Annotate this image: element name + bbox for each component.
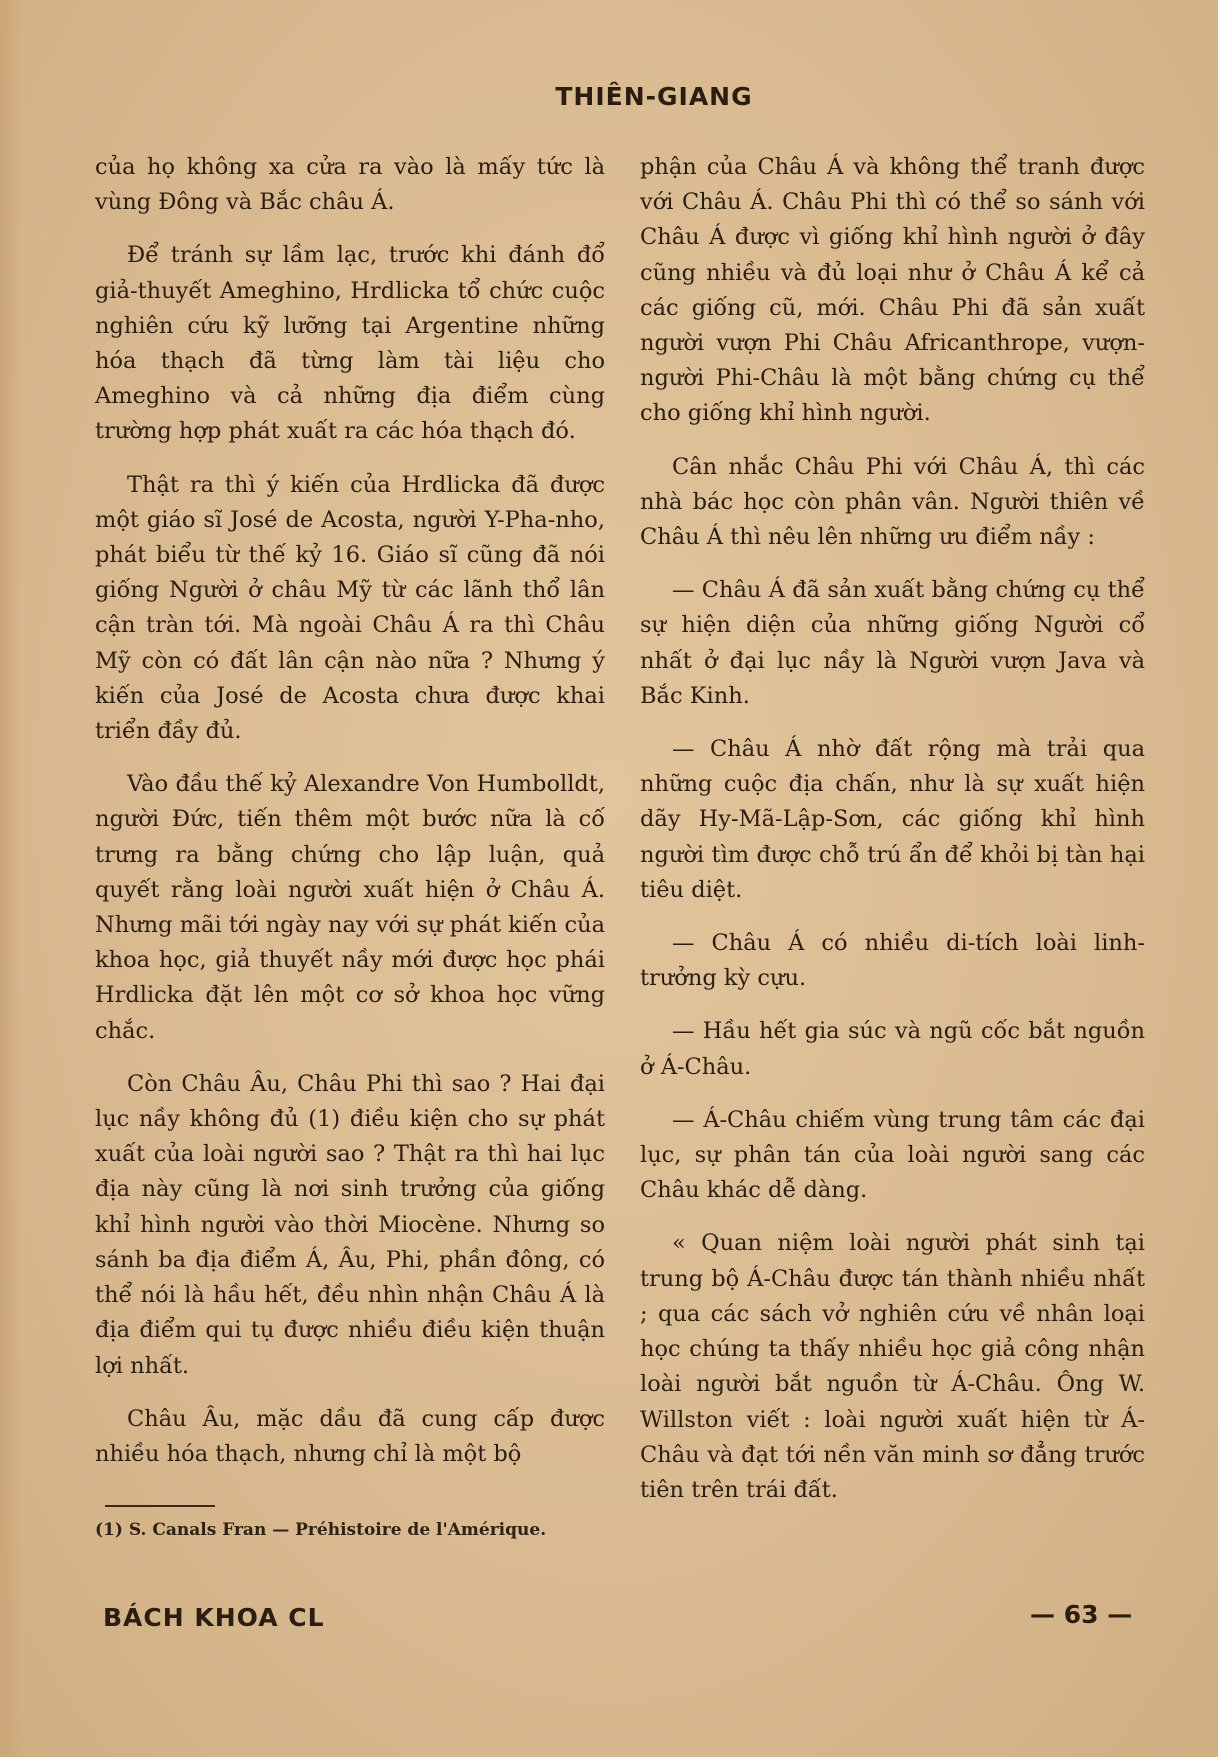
paragraph: « Quan niệm loài người phát sinh tại trung bộ Á-Châu được tán thành nhiều nhất ; qua các sách vở nghiên cứu về nhân loại học chúng ta thấy nhiều học giả công nhận loài người bắt nguồn từ Á-Châu. Ông W. Willston viết : loài người xuất hiện từ Á-Châu và đạt tới nền văn minh sơ đẳng trước tiên trên trái đất. — [640, 1230, 1145, 1503]
paragraph: — Á-Châu chiếm vùng trung tâm các đại lục, sự phân tán của loài người sang các Châu khác dễ dàng. — [640, 1106, 1145, 1204]
paragraph: Vào đầu thế kỷ Alexandre Von Humbolldt, người Đức, tiến thêm một bước nữa là cố trưng ra bằng chứng cho lập luận, quả quyết rằng loài người xuất hiện ở Châu Á. Nhưng mãi tới ngày nay với sự phát kiến của khoa học, giả thuyết nầy mới được học phái Hrdlicka đặt lên một cơ sở khoa học vững chắc. — [95, 771, 605, 1044]
paragraph: Cân nhắc Châu Phi với Châu Á, thì các nhà bác học còn phân vân. Người thiên về Châu Á thì nêu lên những ưu điểm nầy : — [640, 453, 1145, 551]
paragraph: Để tránh sự lầm lạc, trước khi đánh đổ giả-thuyết Ameghino, Hrdlicka tổ chức cuộc nghiên cứu kỹ lưỡng tại Argentine những hóa thạch đã từng làm tài liệu cho Ameghino và cả những địa điểm cùng trường hợp phát xuất ra các hóa thạch đó. — [95, 242, 605, 445]
footnote: (1) S. Canals Fran — Préhistoire de l'Amérique. — [95, 1520, 547, 1540]
paragraph: của họ không xa cửa ra vào là mấy tức là vùng Đông và Bắc châu Á. — [95, 154, 605, 216]
page-edge-shading — [0, 0, 22, 1757]
paragraph: Còn Châu Âu, Châu Phi thì sao ? Hai đại lục nầy không đủ (1) điều kiện cho sự phát xuất của loài người sao ? Thật ra thì hai lục địa này cũng là nơi sinh trưởng của giống khỉ hình người vào thời Miocène. Nhưng so sánh ba địa điểm Á, Âu, Phi, phần đông, có thể nói là hầu hết, đều nhìn nhận Châu Á là địa điểm qui tụ được nhiều điều kiện thuận lợi nhất. — [95, 1070, 605, 1379]
paragraph: phận của Châu Á và không thể tranh được với Châu Á. Châu Phi thì có thể so sánh với Châu Á được vì giống khỉ hình người ở đây cũng nhiều và đủ loại như ở Châu Á kể cả các giống cũ, mới. Châu Phi đã sản xuất người vượn Phi Châu Africanthrope, vượn-người Phi-Châu là một bằng chứng cụ thể cho giống khỉ hình người. — [640, 154, 1145, 427]
page-number: — 63 — — [1030, 1600, 1133, 1629]
magazine-name: BÁCH KHOA CL — [103, 1603, 325, 1632]
paragraph: — Châu Á đã sản xuất bằng chứng cụ thể sự hiện diện của những giống Người cổ nhất ở đại lục nầy là Người vượn Java và Bắc Kinh. — [640, 577, 1145, 709]
footnote-divider — [105, 1505, 215, 1507]
paragraph: Thật ra thì ý kiến của Hrdlicka đã được một giáo sĩ José de Acosta, người Y-Pha-nho, phát biểu từ thế kỷ 16. Giáo sĩ cũng đã nói giống Người ở châu Mỹ từ các lãnh thổ lân cận tràn tới. Mà ngoài Châu Á ra thì Châu Mỹ còn có đất lân cận nào nữa ? Nhưng ý kiến của José de Acosta chưa được khai triển đầy đủ. — [95, 471, 605, 745]
paragraph: Châu Âu, mặc dầu đã cung cấp được nhiều hóa thạch, nhưng chỉ là một bộ — [95, 1405, 605, 1467]
paragraph: — Châu Á có nhiều di-tích loài linh-trưởng kỳ cựu. — [640, 930, 1145, 992]
page-header-title: THIÊN-GIANG — [555, 82, 753, 111]
paragraph: — Châu Á nhờ đất rộng mà trải qua những cuộc địa chấn, như là sự xuất hiện dãy Hy-Mã-Lập-Sơn, các giống khỉ hình người tìm được chỗ trú ẩn để khỏi bị tàn hại tiêu diệt. — [640, 736, 1145, 903]
right-column — [640, 150, 1145, 1526]
paragraph: — Hầu hết gia súc và ngũ cốc bắt nguồn ở Á-Châu. — [640, 1018, 1145, 1080]
left-column — [95, 150, 605, 1490]
